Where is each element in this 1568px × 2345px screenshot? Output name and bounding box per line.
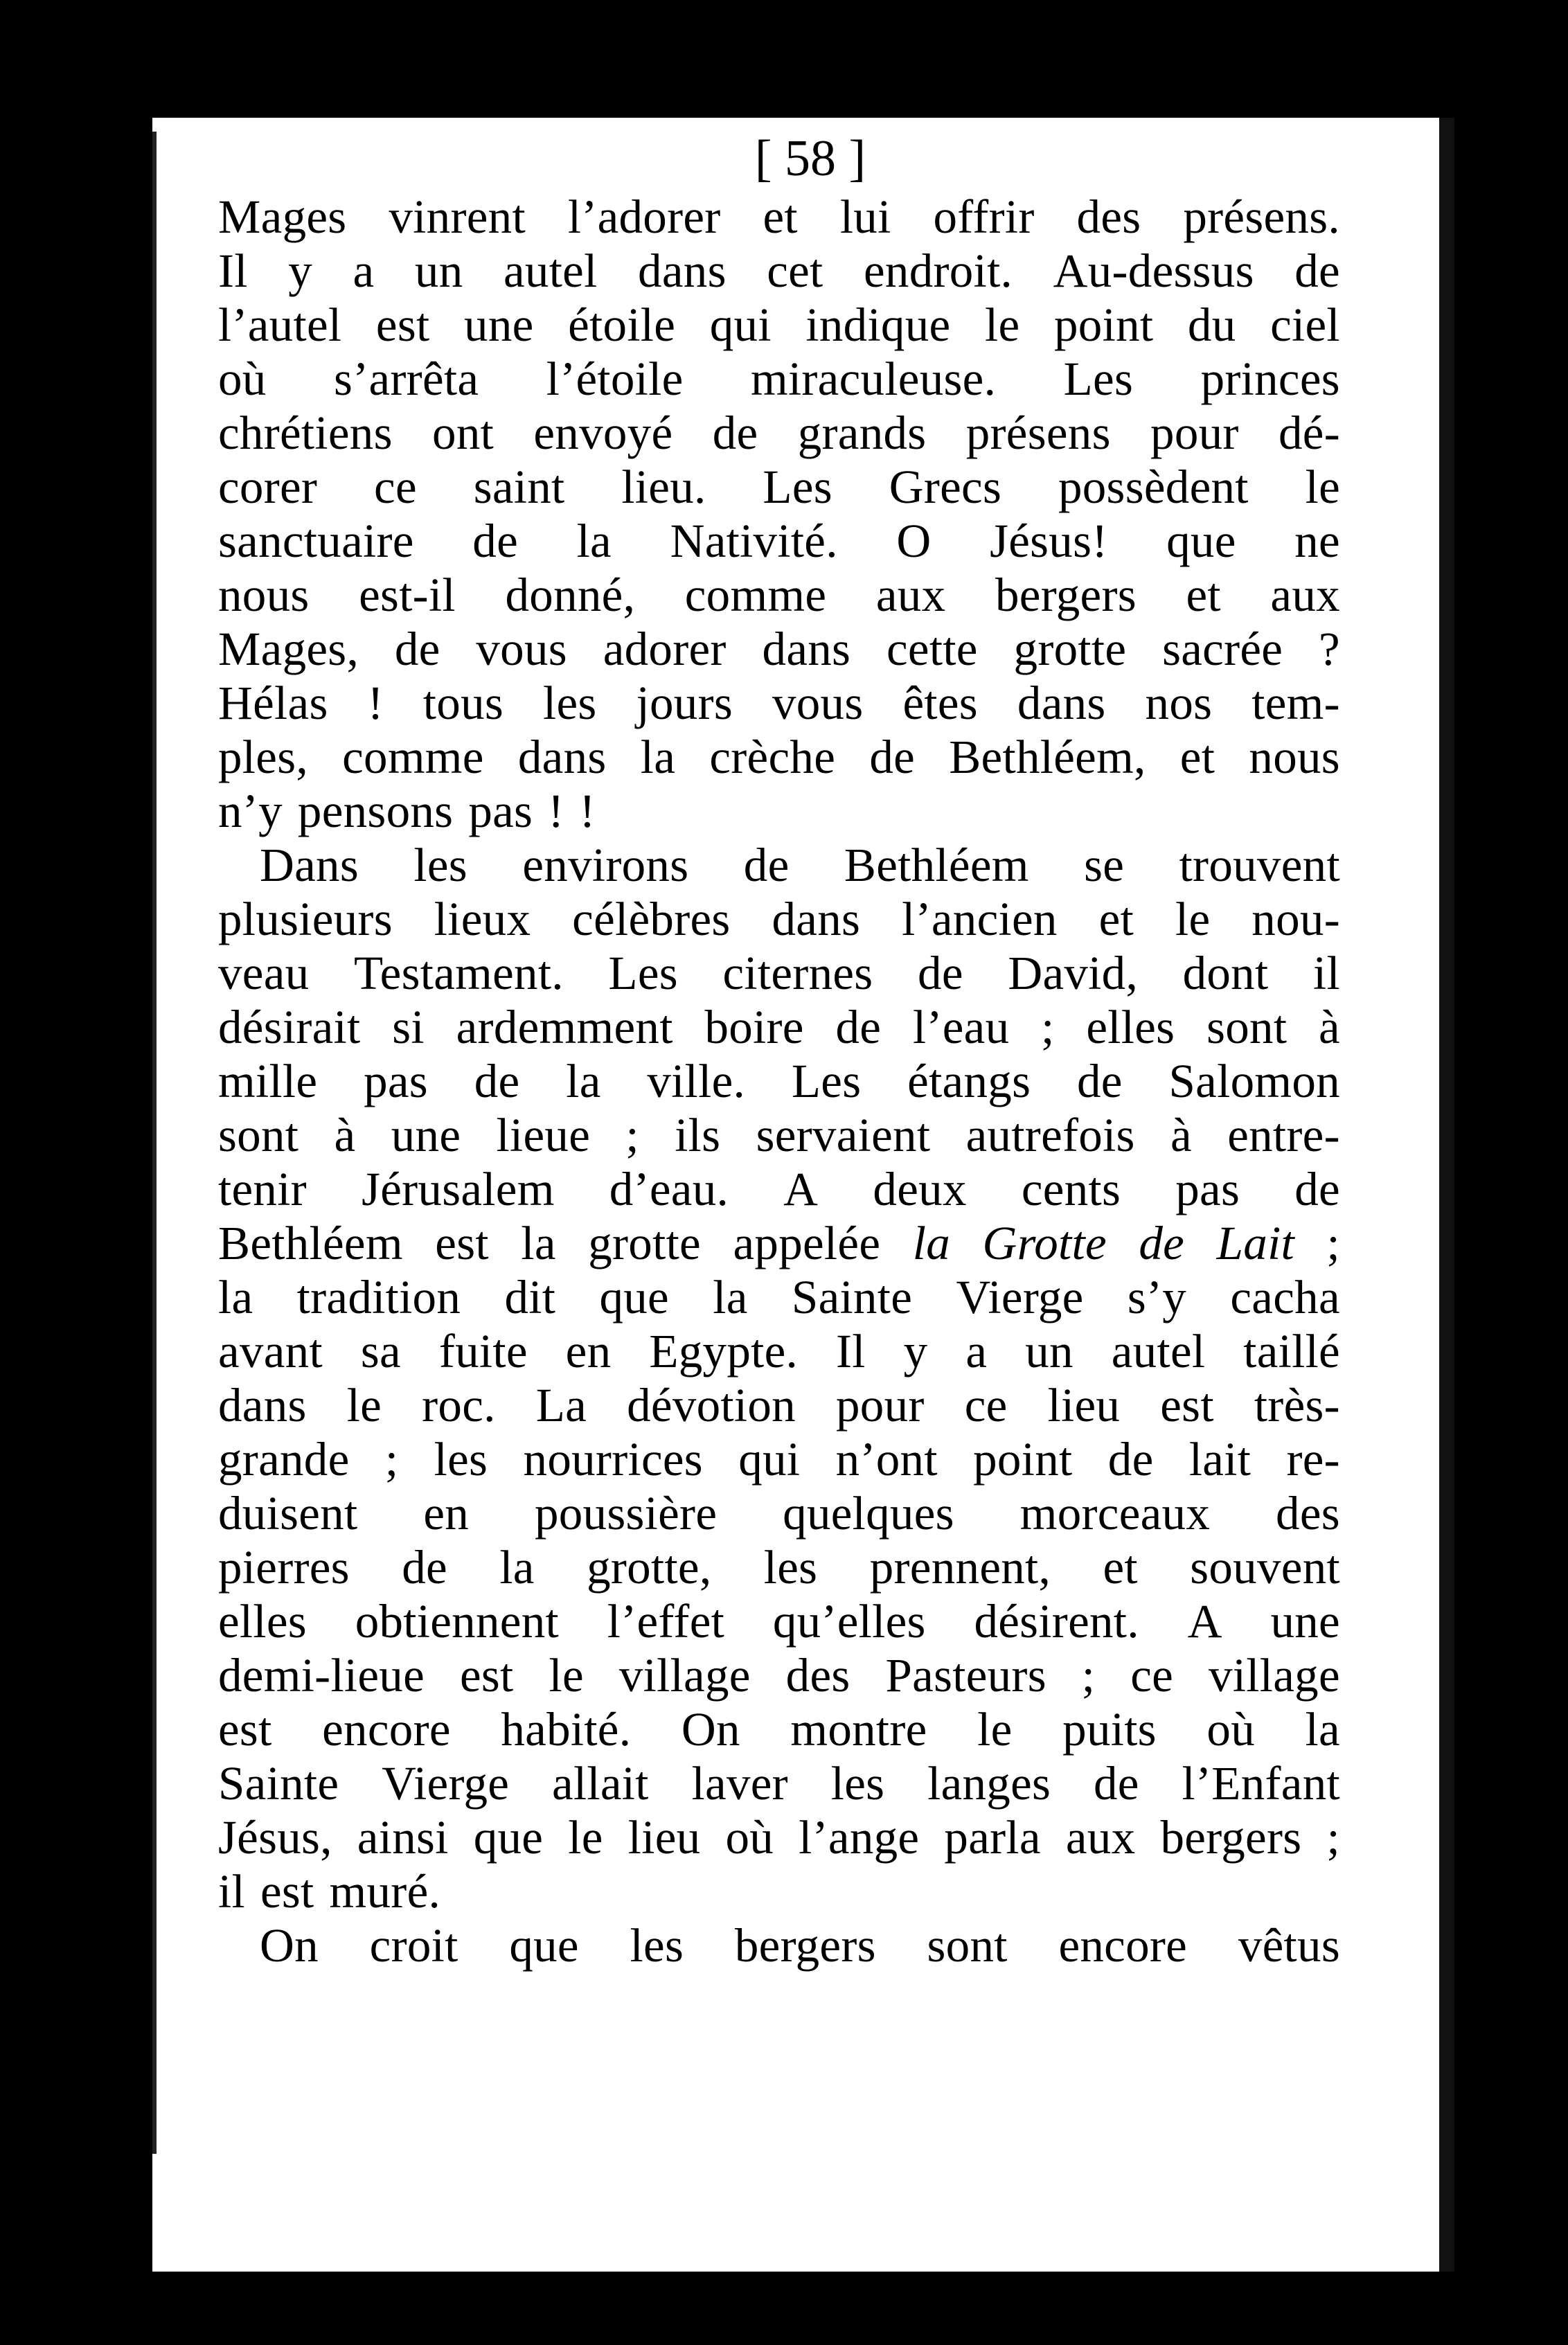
text-line: Mages vinrent l’adorer et lui offrir des présens.	[218, 190, 1340, 243]
text-line: chrétiens ont envoyé de grands présens pour dé-	[218, 407, 1340, 459]
text-line: elles obtiennent l’effet qu’elles désirent. A une	[218, 1595, 1340, 1648]
page-number: [ 58 ]	[754, 130, 866, 187]
text-line: l’autel est une étoile qui indique le point du ciel	[218, 298, 1340, 351]
text-line: il est muré.	[218, 1865, 441, 1918]
text-line: plusieurs lieux célèbres dans l’ancien et le nou-	[218, 893, 1340, 945]
text-line: où s’arrêta l’étoile miraculeuse. Les princes	[218, 353, 1340, 405]
text-line: mille pas de la ville. Les étangs de Salomon	[218, 1055, 1340, 1107]
book-page	[152, 118, 1454, 2272]
text-line: la tradition dit que la Sainte Vierge s’y cacha	[218, 1271, 1340, 1323]
text-line: désirait si ardemment boire de l’eau ; elles sont à	[218, 1001, 1340, 1053]
text-line: Mages, de vous adorer dans cette grotte sacrée ?	[218, 623, 1340, 675]
text-line: tenir Jérusalem d’eau. A deux cents pas de	[218, 1163, 1340, 1215]
body-text	[218, 190, 1340, 1972]
text-line: n’y pensons pas ! !	[218, 785, 596, 837]
page-right-edge	[1439, 118, 1454, 2272]
text-line: ples, comme dans la crèche de Bethléem, et nous	[218, 731, 1340, 783]
text-line: corer ce saint lieu. Les Grecs possèdent le	[218, 461, 1340, 513]
text-line: Dans les environs de Bethléem se trouvent	[260, 839, 1340, 891]
text-line: Il y a un autel dans cet endroit. Au-dessus de	[218, 244, 1340, 297]
text-line: duisent en poussière quelques morceaux des	[218, 1487, 1340, 1540]
text-line: nous est-il donné, comme aux bergers et aux	[218, 569, 1340, 621]
text-line: avant sa fuite en Egypte. Il y a un autel taillé	[218, 1325, 1340, 1377]
text-line: Bethléem est la grotte appelée la Grotte de Lait ;	[218, 1217, 1340, 1269]
text-line: Sainte Vierge allait laver les langes de l’Enfant	[218, 1757, 1340, 1810]
page-left-edge	[152, 132, 157, 2154]
text-line: sanctuaire de la Nativité. O Jésus! que ne	[218, 515, 1340, 567]
text-line: est encore habité. On montre le puits où la	[218, 1703, 1340, 1756]
text-line: On croit que les bergers sont encore vêtus	[260, 1919, 1340, 1972]
text-line: Hélas ! tous les jours vous êtes dans nos tem-	[218, 677, 1340, 729]
text-line: dans le roc. La dévotion pour ce lieu est très-	[218, 1379, 1340, 1432]
text-line: sont à une lieue ; ils servaient autrefois à entre-	[218, 1109, 1340, 1161]
text-line: Jésus, ainsi que le lieu où l’ange parla aux bergers ;	[218, 1811, 1340, 1864]
text-line: grande ; les nourrices qui n’ont point de lait re-	[218, 1433, 1340, 1486]
text-line: pierres de la grotte, les prennent, et souvent	[218, 1541, 1340, 1594]
text-line: veau Testament. Les citernes de David, dont il	[218, 947, 1340, 999]
text-line: demi-lieue est le village des Pasteurs ; ce village	[218, 1649, 1340, 1702]
